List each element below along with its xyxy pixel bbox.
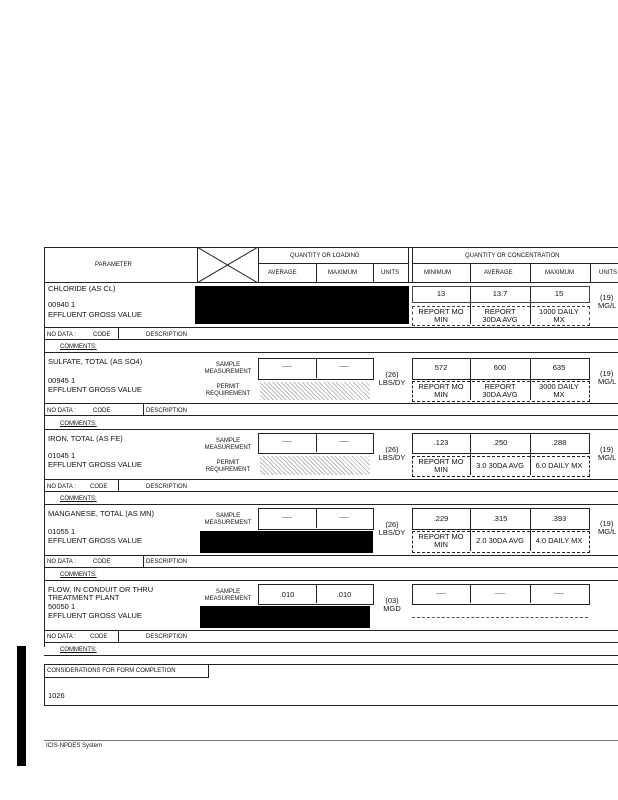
header-units-conc: UNITS xyxy=(599,270,617,276)
no-data-label: NO DATA : xyxy=(47,634,76,640)
no-data-label: NO DATA : xyxy=(47,332,76,338)
req-avg: 3.0 30DA AVG xyxy=(476,461,524,470)
req-max-2: MX xyxy=(553,315,565,324)
considerations-title: CONSIDERATIONS FOR FORM COMPLETION xyxy=(47,668,176,674)
considerations-text: 1026 xyxy=(48,691,65,700)
header-maximum-conc: MAXIMUM xyxy=(545,270,574,276)
redaction-block xyxy=(195,286,409,324)
comments-label: COMMENTS: xyxy=(60,421,97,427)
conc-units: (19) xyxy=(600,445,614,454)
load-units-2: LBS/DY xyxy=(378,528,406,537)
scan-margin-bar xyxy=(17,646,26,766)
redaction-block xyxy=(200,531,373,553)
req-min-2: MIN xyxy=(434,540,448,549)
req-max: 1000 DAILY xyxy=(539,307,579,316)
req-min: REPORT MO xyxy=(418,307,464,316)
header-quantity-concentration: QUANTITY OR CONCENTRATION xyxy=(465,253,560,259)
load-units: (26) xyxy=(385,370,399,379)
param-type: EFFLUENT GROSS VALUE xyxy=(48,310,142,319)
param-name: MANGANESE, TOTAL (AS MN) xyxy=(48,509,154,518)
param-name: IRON, TOTAL (AS FE) xyxy=(48,434,123,443)
conc-avg: 600 xyxy=(493,363,507,372)
code-label: CODE xyxy=(93,332,111,338)
load-units: (26) xyxy=(385,520,399,529)
code-label: CODE xyxy=(90,484,108,490)
conc-max: .288 xyxy=(551,438,567,447)
conc-units: (19) xyxy=(600,293,614,302)
conc-min: .229 xyxy=(433,514,449,523)
sample-max: ----- xyxy=(339,515,349,521)
sample-label-2: MEASUREMENT xyxy=(204,520,252,526)
load-units-2: MGD xyxy=(383,604,401,613)
req-min: REPORT MO xyxy=(418,532,464,541)
sample-label: SAMPLE xyxy=(215,589,241,595)
req-avg: 2.0 30DA AVG xyxy=(476,536,524,545)
sample-max: .010 xyxy=(336,590,352,599)
conc-min: .123 xyxy=(433,438,449,447)
req-max: 3000 DAILY xyxy=(539,382,579,391)
sample-label: SAMPLE xyxy=(215,513,241,519)
conc-max: ----- xyxy=(554,591,564,597)
code-label: CODE xyxy=(90,634,108,640)
req-avg: REPORT xyxy=(484,307,516,316)
header-x-mark xyxy=(197,247,258,283)
redaction-noise xyxy=(260,456,370,475)
conc-units: (19) xyxy=(600,369,614,378)
description-label: DESCRIPTION xyxy=(146,559,188,565)
conc-min: 572 xyxy=(434,363,448,372)
req-min-2: MIN xyxy=(434,315,448,324)
permit-label: PERMIT xyxy=(216,384,240,390)
sample-max: ----- xyxy=(339,364,349,370)
comments-label: COMMENTS: xyxy=(60,496,97,502)
req-min: REPORT MO xyxy=(418,457,464,466)
conc-max: 15 xyxy=(554,289,564,298)
code-label: CODE xyxy=(93,408,111,414)
conc-min: ----- xyxy=(436,591,446,597)
sample-label-2: MEASUREMENT xyxy=(204,369,252,375)
code-label: CODE xyxy=(93,559,111,565)
no-data-label: NO DATA : xyxy=(47,559,76,565)
sample-avg: ----- xyxy=(282,515,292,521)
param-code: 01055 1 xyxy=(48,527,76,536)
param-type: EFFLUENT GROSS VALUE xyxy=(48,611,142,620)
no-data-label: NO DATA : xyxy=(47,408,76,414)
conc-max: .393 xyxy=(551,514,567,523)
conc-units-2: MG/L xyxy=(598,377,617,386)
param-type: EFFLUENT GROSS VALUE xyxy=(48,536,142,545)
permit-label-2: REQUIREMENT xyxy=(205,467,251,473)
param-code: 00945 1 xyxy=(48,376,76,385)
sample-label: SAMPLE xyxy=(215,438,241,444)
header-units: UNITS xyxy=(381,270,399,276)
description-label: DESCRIPTION xyxy=(146,634,188,640)
redaction-noise xyxy=(260,382,370,400)
header-quantity-loading: QUANTITY OR LOADING xyxy=(290,253,360,259)
param-code: 01045 1 xyxy=(48,451,76,460)
req-avg: REPORT xyxy=(484,382,516,391)
param-name: CHLORIDE (AS CL) xyxy=(48,284,116,293)
req-min-2: MIN xyxy=(434,465,448,474)
param-type: EFFLUENT GROSS VALUE xyxy=(48,385,142,394)
conc-avg: ----- xyxy=(495,591,505,597)
req-avg-2: 30DA AVG xyxy=(482,315,518,324)
load-units: (03) xyxy=(385,596,399,605)
sample-label: SAMPLE xyxy=(215,362,241,368)
conc-avg: .315 xyxy=(492,514,508,523)
sample-label-2: MEASUREMENT xyxy=(204,596,252,602)
header-average: AVERAGE xyxy=(268,270,297,276)
footer-text: ICIS-NPDES System xyxy=(46,743,103,749)
comments-label: COMMENTS: xyxy=(60,572,97,578)
param-name: FLOW, IN CONDUIT OR THRU xyxy=(48,585,154,594)
sample-avg: .010 xyxy=(279,590,295,599)
sample-label-2: MEASUREMENT xyxy=(204,445,252,451)
param-name-2: TREATMENT PLANT xyxy=(48,593,120,602)
header-minimum: MINIMUM xyxy=(424,270,451,276)
load-units: (26) xyxy=(385,445,399,454)
conc-max: 635 xyxy=(552,363,566,372)
sample-max: ----- xyxy=(339,439,349,445)
param-name: SULFATE, TOTAL (AS SO4) xyxy=(48,357,143,366)
header-parameter: PARAMETER xyxy=(95,262,132,268)
conc-units-2: MG/L xyxy=(598,453,617,462)
req-max: 6.0 DAILY MX xyxy=(535,461,583,470)
header-maximum: MAXIMUM xyxy=(328,270,357,276)
load-units-2: LBS/DY xyxy=(378,378,406,387)
req-avg-2: 30DA AVG xyxy=(482,390,518,399)
req-max: 4.0 DAILY MX xyxy=(535,536,583,545)
param-code: 50050 1 xyxy=(48,602,76,611)
conc-units-2: MG/L xyxy=(598,527,617,536)
description-label: DESCRIPTION xyxy=(146,484,188,490)
load-units-2: LBS/DY xyxy=(378,453,406,462)
comments-label: COMMENTS: xyxy=(60,647,97,653)
redaction-block xyxy=(200,606,370,628)
description-label: DESCRIPTION xyxy=(146,408,188,414)
conc-units-2: MG/L xyxy=(598,301,617,310)
description-label: DESCRIPTION xyxy=(146,332,188,338)
no-data-label: NO DATA : xyxy=(47,484,76,490)
conc-units: (19) xyxy=(600,519,614,528)
permit-label: PERMIT xyxy=(216,460,240,466)
sample-avg: ----- xyxy=(282,439,292,445)
conc-min: 13 xyxy=(436,289,446,298)
req-min: REPORT MO xyxy=(418,382,464,391)
conc-avg: .250 xyxy=(492,438,508,447)
param-code: 00940 1 xyxy=(48,300,76,309)
header-average-conc: AVERAGE xyxy=(484,270,513,276)
sample-avg: ----- xyxy=(282,364,292,370)
conc-avg: 13.7 xyxy=(492,289,508,298)
permit-label-2: REQUIREMENT xyxy=(205,391,251,397)
req-min-2: MIN xyxy=(434,390,448,399)
comments-label: COMMENTS: xyxy=(60,344,97,350)
req-max-2: MX xyxy=(553,390,565,399)
param-type: EFFLUENT GROSS VALUE xyxy=(48,460,142,469)
